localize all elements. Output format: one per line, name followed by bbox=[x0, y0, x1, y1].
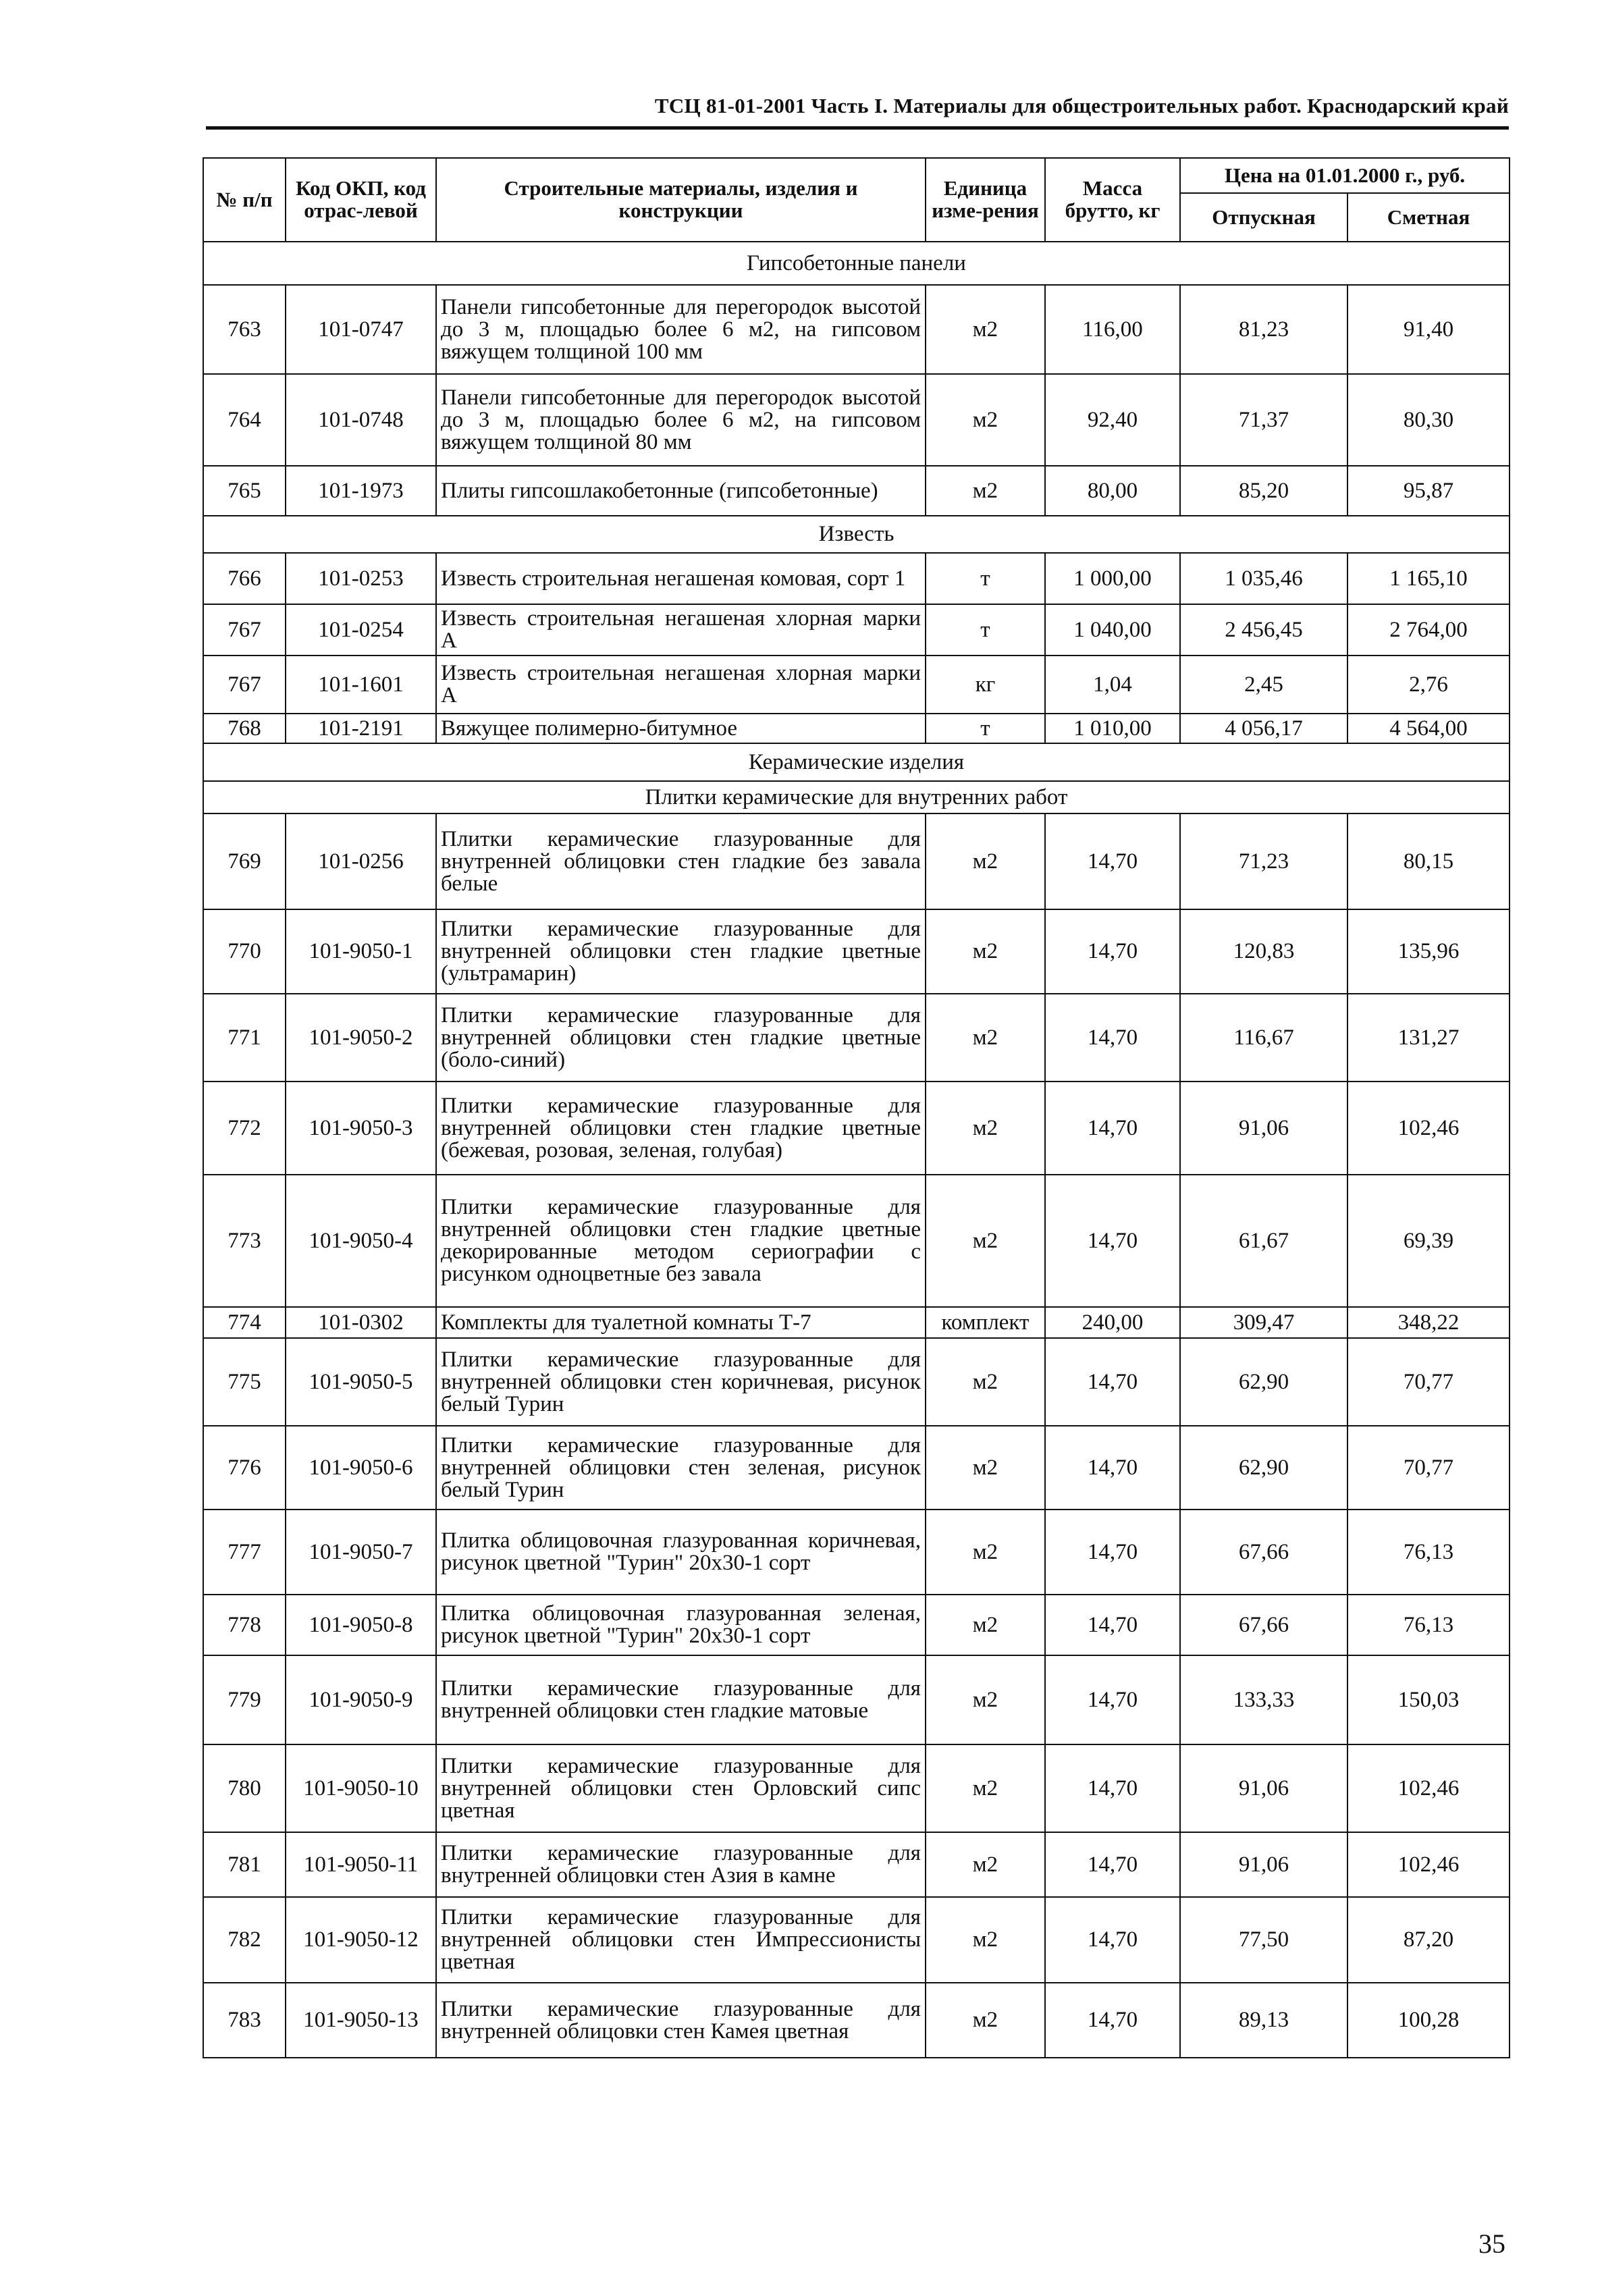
row-mass: 116,00 bbox=[1045, 285, 1180, 374]
row-estimate: 131,27 bbox=[1347, 994, 1510, 1082]
row-name: Плитка облицовочная глазурованная зеленая, рисунок цветной "Турин" 20х30-1 сорт bbox=[436, 1595, 926, 1655]
row-release: 62,90 bbox=[1180, 1338, 1347, 1426]
row-unit: м2 bbox=[926, 994, 1045, 1082]
row-num: 764 bbox=[203, 374, 286, 466]
row-estimate: 80,30 bbox=[1347, 374, 1510, 466]
table-row bbox=[203, 1655, 1510, 1744]
row-mass: 92,40 bbox=[1045, 374, 1180, 466]
row-code: 101-0254 bbox=[286, 604, 436, 656]
row-unit: комплект bbox=[926, 1307, 1045, 1338]
row-mass: 14,70 bbox=[1045, 1897, 1180, 1983]
row-unit: м2 bbox=[926, 1510, 1045, 1595]
row-release: 67,66 bbox=[1180, 1510, 1347, 1595]
row-estimate: 348,22 bbox=[1347, 1307, 1510, 1338]
row-unit: м2 bbox=[926, 1175, 1045, 1307]
row-name: Вяжущее полимерно-битумное bbox=[436, 714, 926, 743]
row-unit: м2 bbox=[926, 1744, 1045, 1832]
row-num: 767 bbox=[203, 656, 286, 714]
row-unit: м2 bbox=[926, 1897, 1045, 1983]
row-code: 101-9050-9 bbox=[286, 1655, 436, 1744]
row-release: 71,37 bbox=[1180, 374, 1347, 466]
row-name: Панели гипсобетонные для перегородок высотой до 3 м, площадью более 6 м2, на гипсовом вяжущем толщиной 80 мм bbox=[436, 374, 926, 466]
table-row bbox=[203, 1082, 1510, 1175]
row-release: 67,66 bbox=[1180, 1595, 1347, 1655]
row-estimate: 135,96 bbox=[1347, 909, 1510, 994]
row-code: 101-9050-10 bbox=[286, 1744, 436, 1832]
table-row bbox=[203, 1175, 1510, 1307]
row-code: 101-9050-3 bbox=[286, 1082, 436, 1175]
row-estimate: 76,13 bbox=[1347, 1595, 1510, 1655]
section-title: Гипсобетонные панели bbox=[203, 242, 1510, 285]
row-num: 766 bbox=[203, 553, 286, 604]
row-estimate: 100,28 bbox=[1347, 1983, 1510, 2058]
table-row bbox=[203, 466, 1510, 516]
row-mass: 1,04 bbox=[1045, 656, 1180, 714]
row-release: 91,06 bbox=[1180, 1744, 1347, 1832]
row-unit: м2 bbox=[926, 1426, 1045, 1510]
row-mass: 80,00 bbox=[1045, 466, 1180, 516]
row-estimate: 102,46 bbox=[1347, 1832, 1510, 1897]
row-code: 101-9050-12 bbox=[286, 1897, 436, 1983]
row-unit: м2 bbox=[926, 1082, 1045, 1175]
subsection-title: Плитки керамические для внутренних работ bbox=[203, 781, 1510, 813]
row-mass: 240,00 bbox=[1045, 1307, 1180, 1338]
section-row bbox=[203, 242, 1510, 285]
row-release: 62,90 bbox=[1180, 1426, 1347, 1510]
table-row bbox=[203, 1983, 1510, 2058]
table-row bbox=[203, 656, 1510, 714]
row-estimate: 91,40 bbox=[1347, 285, 1510, 374]
row-estimate: 76,13 bbox=[1347, 1510, 1510, 1595]
row-estimate: 70,77 bbox=[1347, 1426, 1510, 1510]
table-row bbox=[203, 1744, 1510, 1832]
row-num: 767 bbox=[203, 604, 286, 656]
row-code: 101-9050-11 bbox=[286, 1832, 436, 1897]
row-num: 780 bbox=[203, 1744, 286, 1832]
row-name: Плиты гипсошлакобетонные (гипсобетонные) bbox=[436, 466, 926, 516]
row-num: 781 bbox=[203, 1832, 286, 1897]
row-num: 773 bbox=[203, 1175, 286, 1307]
row-num: 778 bbox=[203, 1595, 286, 1655]
row-estimate: 95,87 bbox=[1347, 466, 1510, 516]
table-row bbox=[203, 909, 1510, 994]
col-header-mass: Масса брутто, кг bbox=[1045, 158, 1180, 242]
row-estimate: 2,76 bbox=[1347, 656, 1510, 714]
row-unit: м2 bbox=[926, 1338, 1045, 1426]
row-mass: 14,70 bbox=[1045, 1426, 1180, 1510]
row-num: 775 bbox=[203, 1338, 286, 1426]
row-code: 101-9050-1 bbox=[286, 909, 436, 994]
row-release: 120,83 bbox=[1180, 909, 1347, 994]
row-num: 769 bbox=[203, 813, 286, 909]
row-mass: 14,70 bbox=[1045, 1744, 1180, 1832]
col-header-name: Строительные материалы, изделия и конструкции bbox=[436, 158, 926, 242]
row-unit: м2 bbox=[926, 1655, 1045, 1744]
table-row bbox=[203, 1510, 1510, 1595]
row-estimate: 80,15 bbox=[1347, 813, 1510, 909]
row-release: 309,47 bbox=[1180, 1307, 1347, 1338]
section-title: Керамические изделия bbox=[203, 743, 1510, 781]
row-mass: 14,70 bbox=[1045, 813, 1180, 909]
row-release: 89,13 bbox=[1180, 1983, 1347, 2058]
row-num: 772 bbox=[203, 1082, 286, 1175]
table-row bbox=[203, 1338, 1510, 1426]
row-name: Плитки керамические глазурованные для внутренней облицовки стен гладкие без завала белые bbox=[436, 813, 926, 909]
row-unit: кг bbox=[926, 656, 1045, 714]
table-header bbox=[203, 158, 1510, 242]
row-estimate: 2 764,00 bbox=[1347, 604, 1510, 656]
row-mass: 14,70 bbox=[1045, 1832, 1180, 1897]
row-num: 774 bbox=[203, 1307, 286, 1338]
row-num: 771 bbox=[203, 994, 286, 1082]
section-row bbox=[203, 743, 1510, 781]
table-row bbox=[203, 553, 1510, 604]
section-title: Известь bbox=[203, 516, 1510, 553]
row-unit: м2 bbox=[926, 813, 1045, 909]
row-release: 77,50 bbox=[1180, 1897, 1347, 1983]
row-estimate: 87,20 bbox=[1347, 1897, 1510, 1983]
row-release: 2 456,45 bbox=[1180, 604, 1347, 656]
table-row bbox=[203, 714, 1510, 743]
row-unit: т bbox=[926, 553, 1045, 604]
row-mass: 14,70 bbox=[1045, 1983, 1180, 2058]
col-header-release: Отпускная bbox=[1180, 193, 1347, 242]
row-code: 101-0748 bbox=[286, 374, 436, 466]
row-name: Плитки керамические глазурованные для внутренней облицовки стен гладкие цветные (бежевая, розовая, зеленая, голубая) bbox=[436, 1082, 926, 1175]
row-mass: 14,70 bbox=[1045, 1510, 1180, 1595]
row-name: Плитки керамические глазурованные для внутренней облицовки стен гладкие цветные декорированные методом сериографии с рисунком одноцветные без завала bbox=[436, 1175, 926, 1307]
table-row bbox=[203, 374, 1510, 466]
row-mass: 1 010,00 bbox=[1045, 714, 1180, 743]
col-header-estimate: Сметная bbox=[1347, 193, 1510, 242]
row-name: Известь строительная негашеная хлорная марки А bbox=[436, 604, 926, 656]
row-mass: 14,70 bbox=[1045, 1338, 1180, 1426]
row-estimate: 102,46 bbox=[1347, 1744, 1510, 1832]
row-release: 61,67 bbox=[1180, 1175, 1347, 1307]
row-unit: т bbox=[926, 714, 1045, 743]
row-code: 101-9050-7 bbox=[286, 1510, 436, 1595]
row-mass: 14,70 bbox=[1045, 1175, 1180, 1307]
row-release: 1 035,46 bbox=[1180, 553, 1347, 604]
table-row bbox=[203, 604, 1510, 656]
row-release: 116,67 bbox=[1180, 994, 1347, 1082]
row-estimate: 4 564,00 bbox=[1347, 714, 1510, 743]
row-estimate: 70,77 bbox=[1347, 1338, 1510, 1426]
row-name: Плитки керамические глазурованные для внутренней облицовки стен Азия в камне bbox=[436, 1832, 926, 1897]
row-code: 101-9050-4 bbox=[286, 1175, 436, 1307]
row-code: 101-0253 bbox=[286, 553, 436, 604]
row-release: 2,45 bbox=[1180, 656, 1347, 714]
row-estimate: 150,03 bbox=[1347, 1655, 1510, 1744]
section-row bbox=[203, 516, 1510, 553]
row-mass: 1 040,00 bbox=[1045, 604, 1180, 656]
row-code: 101-9050-2 bbox=[286, 994, 436, 1082]
row-num: 782 bbox=[203, 1897, 286, 1983]
row-name: Известь строительная негашеная хлорная марки А bbox=[436, 656, 926, 714]
row-release: 91,06 bbox=[1180, 1082, 1347, 1175]
table-row bbox=[203, 1307, 1510, 1338]
row-release: 4 056,17 bbox=[1180, 714, 1347, 743]
row-unit: м2 bbox=[926, 1983, 1045, 2058]
row-name: Панели гипсобетонные для перегородок высотой до 3 м, площадью более 6 м2, на гипсовом вяжущем толщиной 100 мм bbox=[436, 285, 926, 374]
row-estimate: 102,46 bbox=[1347, 1082, 1510, 1175]
row-code: 101-0256 bbox=[286, 813, 436, 909]
row-name: Плитки керамические глазурованные для внутренней облицовки стен зеленая, рисунок белый Турин bbox=[436, 1426, 926, 1510]
row-estimate: 1 165,10 bbox=[1347, 553, 1510, 604]
row-unit: т bbox=[926, 604, 1045, 656]
page-number: 35 bbox=[1478, 2228, 1505, 2259]
row-num: 777 bbox=[203, 1510, 286, 1595]
row-num: 765 bbox=[203, 466, 286, 516]
row-release: 133,33 bbox=[1180, 1655, 1347, 1744]
col-header-code: Код ОКП, код отрас-левой bbox=[286, 158, 436, 242]
row-mass: 14,70 bbox=[1045, 1082, 1180, 1175]
row-num: 776 bbox=[203, 1426, 286, 1510]
col-header-num: № п/п bbox=[203, 158, 286, 242]
row-release: 91,06 bbox=[1180, 1832, 1347, 1897]
row-code: 101-0747 bbox=[286, 285, 436, 374]
row-mass: 14,70 bbox=[1045, 1655, 1180, 1744]
table-row bbox=[203, 994, 1510, 1082]
row-name: Плитки керамические глазурованные для внутренней облицовки стен Импрессионисты цветная bbox=[436, 1897, 926, 1983]
row-num: 768 bbox=[203, 714, 286, 743]
row-name: Плитки керамические глазурованные для внутренней облицовки стен коричневая, рисунок белый Турин bbox=[436, 1338, 926, 1426]
table-row bbox=[203, 813, 1510, 909]
row-code: 101-9050-8 bbox=[286, 1595, 436, 1655]
document-header: ТСЦ 81-01-2001 Часть I. Материалы для общестроительных работ. Краснодарский край bbox=[206, 89, 1509, 130]
row-num: 763 bbox=[203, 285, 286, 374]
row-num: 779 bbox=[203, 1655, 286, 1744]
row-mass: 14,70 bbox=[1045, 994, 1180, 1082]
row-unit: м2 bbox=[926, 1832, 1045, 1897]
col-header-price-group: Цена на 01.01.2000 г., руб. bbox=[1180, 158, 1510, 193]
table-row bbox=[203, 1426, 1510, 1510]
row-code: 101-1973 bbox=[286, 466, 436, 516]
subsection-row bbox=[203, 781, 1510, 813]
row-code: 101-0302 bbox=[286, 1307, 436, 1338]
row-mass: 14,70 bbox=[1045, 909, 1180, 994]
table-row bbox=[203, 1595, 1510, 1655]
row-code: 101-1601 bbox=[286, 656, 436, 714]
table-row bbox=[203, 1832, 1510, 1897]
row-release: 71,23 bbox=[1180, 813, 1347, 909]
row-unit: м2 bbox=[926, 285, 1045, 374]
row-estimate: 69,39 bbox=[1347, 1175, 1510, 1307]
row-release: 81,23 bbox=[1180, 285, 1347, 374]
row-code: 101-2191 bbox=[286, 714, 436, 743]
row-mass: 1 000,00 bbox=[1045, 553, 1180, 604]
row-name: Плитки керамические глазурованные для внутренней облицовки стен Камея цветная bbox=[436, 1983, 926, 2058]
row-unit: м2 bbox=[926, 374, 1045, 466]
row-code: 101-9050-13 bbox=[286, 1983, 436, 2058]
row-release: 85,20 bbox=[1180, 466, 1347, 516]
row-code: 101-9050-6 bbox=[286, 1426, 436, 1510]
row-unit: м2 bbox=[926, 909, 1045, 994]
row-name: Плитка облицовочная глазурованная коричневая, рисунок цветной "Турин" 20х30-1 сорт bbox=[436, 1510, 926, 1595]
row-name: Плитки керамические глазурованные для внутренней облицовки стен гладкие цветные (ультрамарин) bbox=[436, 909, 926, 994]
row-num: 770 bbox=[203, 909, 286, 994]
row-name: Плитки керамические глазурованные для внутренней облицовки стен гладкие цветные (боло-синий) bbox=[436, 994, 926, 1082]
row-num: 783 bbox=[203, 1983, 286, 2058]
price-table bbox=[203, 157, 1510, 2058]
row-mass: 14,70 bbox=[1045, 1595, 1180, 1655]
col-header-unit: Единица изме-рения bbox=[926, 158, 1045, 242]
row-name: Известь строительная негашеная комовая, сорт 1 bbox=[436, 553, 926, 604]
row-unit: м2 bbox=[926, 1595, 1045, 1655]
row-unit: м2 bbox=[926, 466, 1045, 516]
table-row bbox=[203, 1897, 1510, 1983]
row-name: Плитки керамические глазурованные для внутренней облицовки стен гладкие матовые bbox=[436, 1655, 926, 1744]
table-row bbox=[203, 285, 1510, 374]
row-name: Плитки керамические глазурованные для внутренней облицовки стен Орловский сипс цветная bbox=[436, 1744, 926, 1832]
table-body bbox=[203, 242, 1510, 2058]
row-name: Комплекты для туалетной комнаты Т-7 bbox=[436, 1307, 926, 1338]
row-code: 101-9050-5 bbox=[286, 1338, 436, 1426]
